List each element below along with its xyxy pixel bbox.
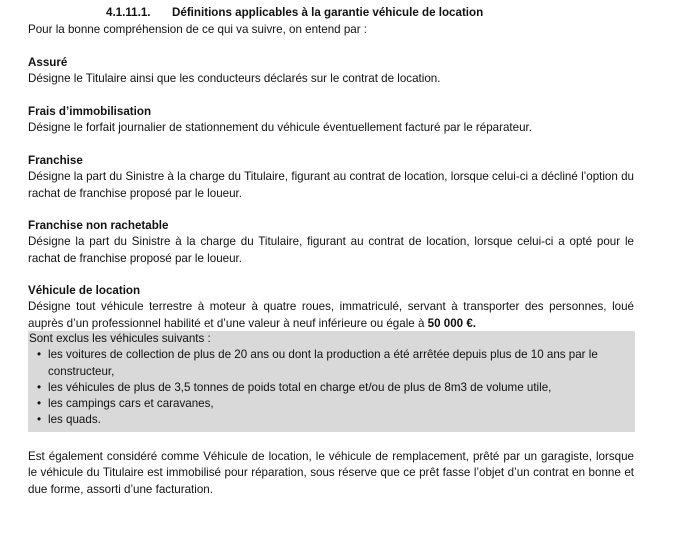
exclusions-box: [28, 331, 635, 432]
definition-franchise-non-rachetable: [28, 218, 634, 267]
definition-term: Franchise non rachetable: [28, 219, 169, 232]
list-item: • les campings cars et caravanes,: [37, 396, 635, 412]
exclusions-list: [28, 347, 635, 428]
definition-text: Désigne la part du Sinistre à la charge du Titulaire, figurant au contrat de location, lorsque celui-ci a opté pour le rachat de franchise proposé par le loueur.: [28, 235, 634, 265]
exclusions-lead: Sont exclus les véhicules suivants :: [29, 332, 211, 345]
definition-term: Frais d’immobilisation: [28, 105, 152, 118]
definition-text: Désigne la part du Sinistre à la charge du Titulaire, figurant au contrat de location, lorsque celui-ci a décliné l’option du rachat de franchise proposé par le loueur.: [28, 170, 634, 200]
definition-franchise: [28, 153, 634, 202]
definition-term: Franchise: [28, 154, 83, 167]
bullet-icon: •: [37, 397, 42, 411]
amount-value: 50 000 €: [427, 316, 473, 330]
bullet-icon: •: [37, 413, 42, 427]
closing-note: Est également considéré comme Véhicule de location, le véhicule de remplacement, prêté par un garagiste, lorsque le véhicule du Titulaire est immobilisé pour réparation, sous réserve que ce prêt fasse l’objet d’un contrat en bonne et due forme, assorti d’une facturation.: [28, 450, 634, 496]
section-number: 4.1.11.1.: [106, 6, 151, 19]
definition-term: Véhicule de location: [28, 284, 141, 297]
definition-text: Désigne tout véhicule terrestre à moteur à quatre roues, immatriculé, servant à transporter des personnes, loué auprès d’un professionnel habilité et d’une valeur à neuf inférieure ou égale à 50 000 €.: [28, 300, 634, 330]
list-item: • les quads.: [37, 412, 635, 428]
list-item: • les véhicules de plus de 3,5 tonnes de poids total en charge et/ou de plus de 8m3 de volume utile,: [37, 380, 635, 396]
definition-vehicule-location: [28, 283, 634, 332]
definition-assure: [28, 55, 634, 88]
section-title: Définitions applicables à la garantie véhicule de location: [172, 6, 484, 19]
definition-text: Désigne le Titulaire ainsi que les conducteurs déclarés sur le contrat de location.: [28, 72, 441, 86]
definition-term: Assuré: [28, 56, 68, 69]
definition-frais-immobilisation: [28, 104, 634, 137]
bullet-icon: •: [37, 380, 42, 394]
bullet-icon: •: [37, 348, 42, 362]
intro-text: Pour la bonne compréhension de ce qui va suivre, on entend par :: [28, 23, 368, 36]
section-heading: [106, 5, 483, 21]
definition-text: Désigne le forfait journalier de stationnement du véhicule éventuellement facturé par le réparateur.: [28, 121, 532, 135]
list-item: • les voitures de collection de plus de 20 ans ou dont la production a été arrêtée depuis plus de 10 ans par le constructeur,: [37, 348, 598, 378]
